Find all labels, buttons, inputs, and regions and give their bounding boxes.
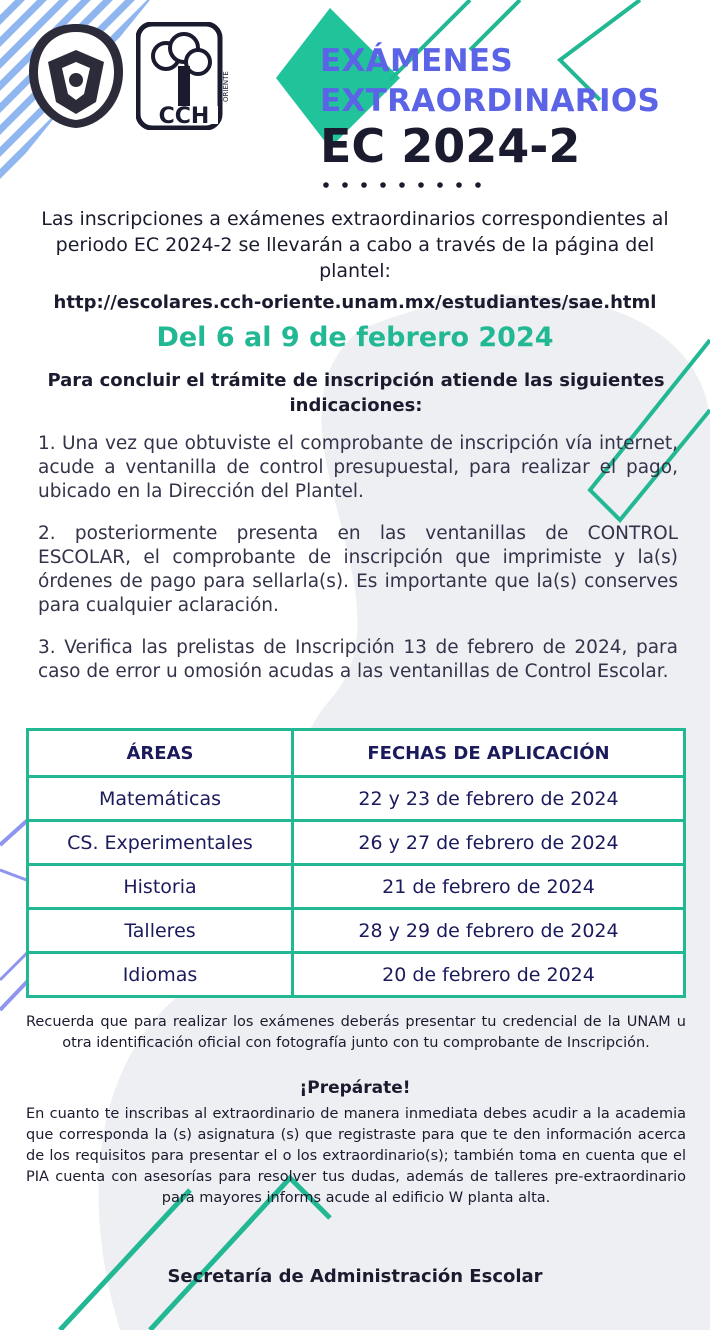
instruction-step-1: 1. Una vez que obtuviste el comprobante de inscripción vía internet, acude a ventanilla de control presupuestal, para realizar el pago, ubicado en la Dirección del Plantel. bbox=[38, 433, 678, 502]
area-cell: Historia bbox=[28, 865, 293, 909]
instruction-step-2: 2. posteriormente presenta en las ventanillas de CONTROL ESCOLAR, el comprobante de inscripción que imprimiste y la(s) órdenes de pago para sellarla(s). Es importante que la(s) conserves para cualquier aclaración. bbox=[38, 523, 678, 616]
date-cell: 26 y 27 de febrero de 2024 bbox=[293, 821, 685, 865]
date-cell: 22 y 23 de febrero de 2024 bbox=[293, 777, 685, 821]
unam-logo bbox=[26, 22, 126, 130]
title-line-1: EXÁMENES bbox=[320, 43, 513, 79]
instructions-heading: Para concluir el trámite de inscripción atiende las siguientes indicaciones: bbox=[47, 370, 665, 416]
table-row bbox=[28, 909, 685, 953]
area-cell: CS. Experimentales bbox=[28, 821, 293, 865]
area-cell: Matemáticas bbox=[28, 777, 293, 821]
cch-oriente-logo bbox=[136, 22, 234, 130]
area-cell: Talleres bbox=[28, 909, 293, 953]
date-cell: 20 de febrero de 2024 bbox=[293, 953, 685, 997]
cch-logo-subtext: ORIENTE bbox=[222, 71, 230, 102]
instruction-step-3: 3. Verifica las prelistas de Inscripción 13 de febrero de 2024, para caso de error u omosión acudas a las ventanillas de Control Escolar. bbox=[38, 637, 678, 682]
exam-schedule-table bbox=[26, 728, 686, 998]
reminder-text: Recuerda que para realizar los exámenes deberás presentar tu credencial de la UNAM u otra identificación oficial con fotografía junto con tu comprobante de Inscripción. bbox=[26, 1014, 686, 1051]
info-text: En cuanto te inscribas al extraordinario de manera inmediata debes acudir a la academia que corresponda la (s) asignatura (s) que registraste para que te den información acerca de los requisitos para presentar el o los extraordinario(s); también toma en cuenta que el PIA cuenta con asesorías para resolver tus dudas, además de talleres pre-extraordinario para mayores informs acude al edificio W planta alta. bbox=[26, 1106, 686, 1206]
footer-signature: Secretaría de Administración Escolar bbox=[167, 1266, 543, 1287]
table-row bbox=[28, 953, 685, 997]
area-cell: Idiomas bbox=[28, 953, 293, 997]
prepare-heading: ¡Prepárate! bbox=[299, 1078, 411, 1098]
cch-logo-text: CCH bbox=[158, 104, 210, 129]
table-header-row bbox=[28, 730, 685, 777]
title-line-2: EXTRAORDINARIOS bbox=[320, 83, 661, 119]
registration-dates: Del 6 al 9 de febrero 2024 bbox=[156, 322, 554, 353]
dot-divider bbox=[322, 180, 482, 190]
table-row bbox=[28, 777, 685, 821]
registration-url[interactable]: http://escolares.cch-oriente.unam.mx/estudiantes/sae.html bbox=[53, 292, 657, 313]
header-dates: FECHAS DE APLICACIÓN bbox=[293, 730, 685, 777]
intro-text: Las inscripciones a exámenes extraordinarios correspondientes al periodo EC 2024-2 se llevarán a cabo a través de la página del plantel: bbox=[41, 208, 669, 282]
date-cell: 21 de febrero de 2024 bbox=[293, 865, 685, 909]
title-period: EC 2024-2 bbox=[320, 119, 581, 173]
header-areas: ÁREAS bbox=[28, 730, 293, 777]
date-cell: 28 y 29 de febrero de 2024 bbox=[293, 909, 685, 953]
table-row bbox=[28, 865, 685, 909]
table-row bbox=[28, 821, 685, 865]
